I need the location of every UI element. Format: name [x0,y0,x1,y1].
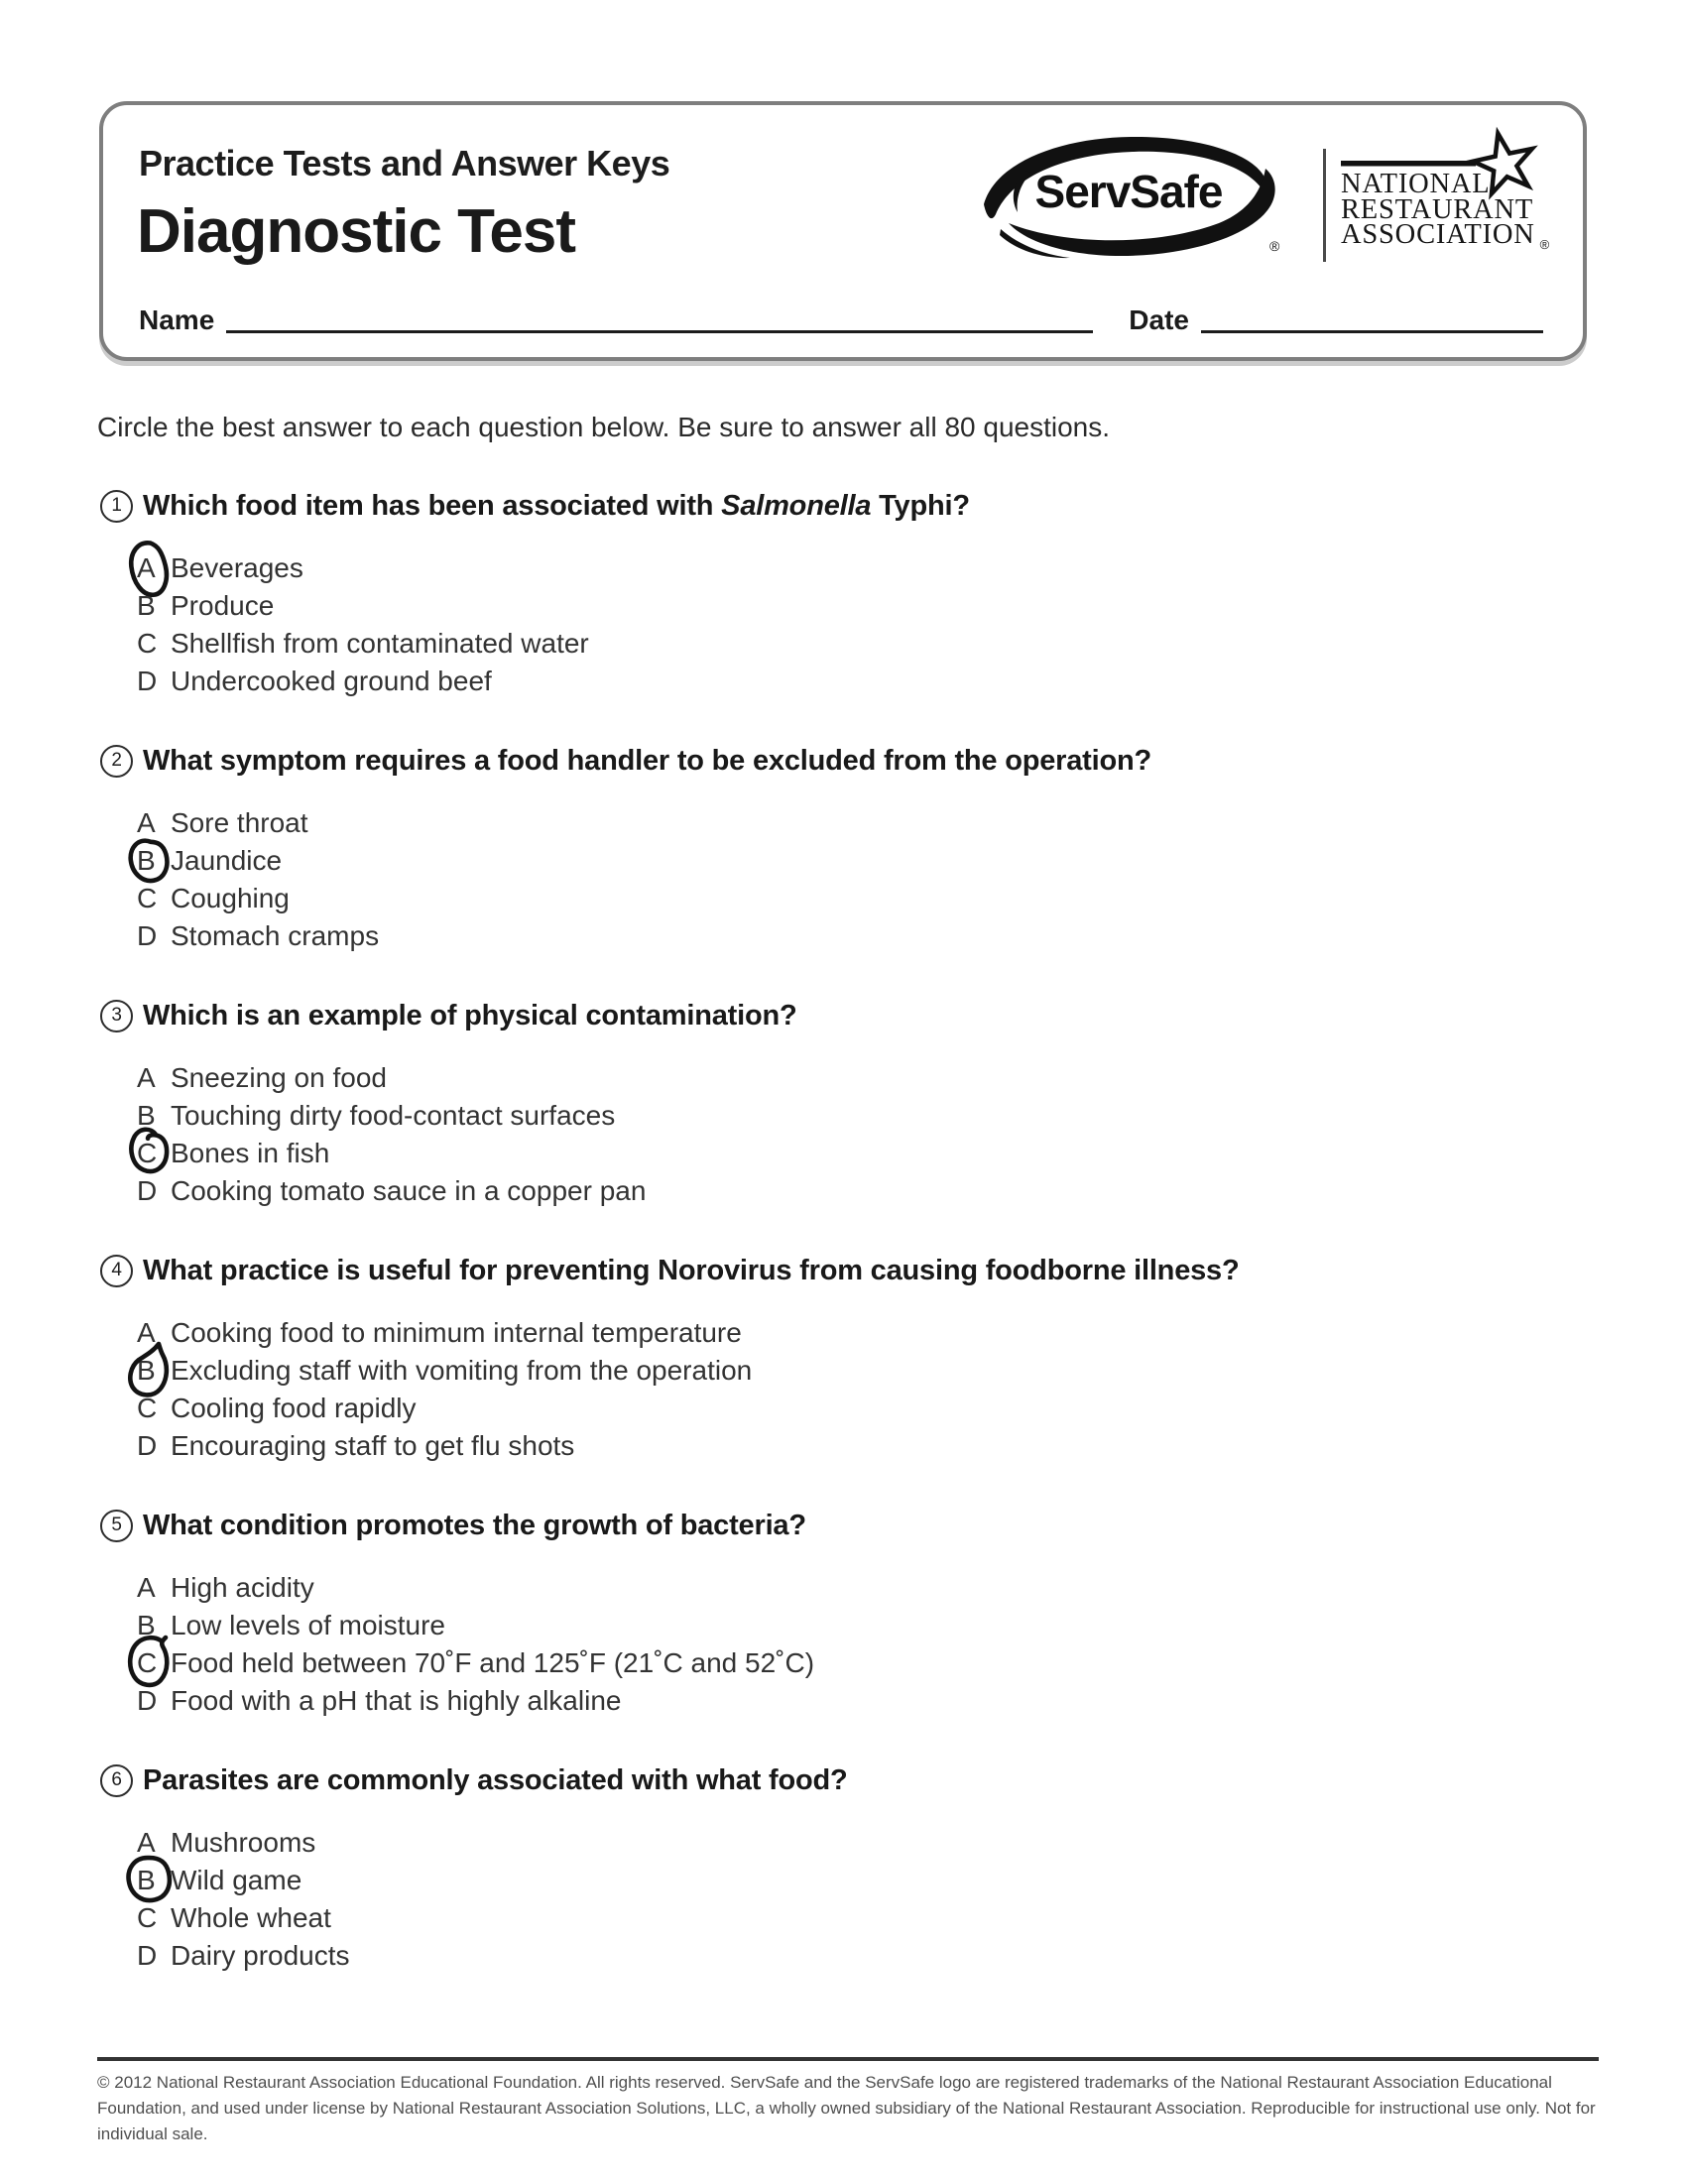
option-text: Stomach cramps [171,920,380,952]
question-3 [97,996,1597,1210]
option-d[interactable] [137,1937,1597,1975]
option-letter: A [137,1572,156,1604]
question-number-badge: 2 [100,745,133,778]
option-letter: D [137,1685,158,1717]
option-letter: A [137,1062,156,1094]
option-a[interactable] [137,804,1597,842]
option-text: Food held between 70˚F and 125˚F (21˚C and 52˚C) [171,1647,815,1679]
footer-divider [97,2057,1599,2061]
option-b[interactable] [137,842,1597,880]
servsafe-logo [974,131,1283,260]
option-d[interactable] [137,1682,1597,1720]
question-5-prompt [97,1506,1597,1545]
option-text: Mushrooms [171,1827,316,1859]
option-c[interactable] [137,625,1597,663]
page-title: Diagnostic Test [137,197,576,266]
name-label: Name [139,304,215,335]
options-list [137,549,1597,700]
option-letter: B [137,1865,171,1896]
option-text: Bones in fish [171,1138,330,1169]
option-text: Cooling food rapidly [171,1393,417,1424]
option-a[interactable] [137,549,1597,587]
option-a[interactable] [137,1059,1597,1097]
option-text: Cooking food to minimum internal temperature [171,1317,742,1349]
header-box [99,101,1587,361]
option-c[interactable] [137,1135,1597,1172]
question-3-prompt [97,996,1597,1035]
option-b[interactable] [137,1607,1597,1644]
option-text: Produce [171,590,275,622]
question-5 [97,1506,1597,1720]
option-letter: B [137,845,171,877]
logo-divider [1323,149,1326,262]
nra-logo [1341,133,1549,266]
option-text: Dairy products [171,1940,350,1972]
option-text: Low levels of moisture [171,1610,446,1641]
question-number-badge: 1 [100,490,133,523]
option-letter: B [137,590,156,622]
option-text: Undercooked ground beef [171,666,492,697]
question-number-badge: 5 [100,1510,133,1542]
question-2 [97,741,1597,955]
nra-line-2: RESTAURANT [1341,193,1534,225]
question-number-badge: 3 [100,1000,133,1032]
star-icon [1341,133,1539,202]
nra-line-1: NATIONAL [1341,169,1491,199]
option-b[interactable] [137,1097,1597,1135]
question-text: Which food item has been associated with Salmonella Typhi? [143,490,970,522]
option-letter: D [137,920,158,952]
option-text: Touching dirty food-contact surfaces [171,1100,616,1132]
option-letter: B [137,1355,171,1387]
question-6-prompt [97,1760,1597,1800]
options-list [137,804,1597,955]
option-text: Wild game [171,1865,302,1896]
option-letter: A [137,1827,156,1859]
option-text: Food with a pH that is highly alkaline [171,1685,622,1717]
question-1-prompt [97,486,1597,526]
question-4 [97,1251,1597,1465]
page-footer [97,2057,1599,2147]
question-text: What condition promotes the growth of bacteria? [143,1510,806,1542]
question-text: What practice is useful for preventing Norovirus from causing foodborne illness? [143,1255,1240,1287]
copyright-text: © 2012 National Restaurant Association Educational Foundation. All rights reserved. ServSafe and the ServSafe logo are registered trademarks of the National Restaurant Association Educational Foundation, and used under license by National Restaurant Association Solutions, LLC, a wholly owned subsidiary of the National Restaurant Association. Reproducible for instructional use only. Not for individual sale. [97,2073,1596,2143]
option-c[interactable] [137,1899,1597,1937]
option-b[interactable] [137,1352,1597,1390]
option-letter: B [137,1610,156,1641]
option-letter: C [137,1647,171,1679]
option-letter: C [137,1138,171,1169]
option-letter: A [137,552,171,584]
date-label: Date [1129,304,1189,335]
option-letter: D [137,1430,158,1462]
question-number-badge: 6 [100,1764,133,1797]
option-text: Cooking tomato sauce in a copper pan [171,1175,647,1207]
question-4-prompt [97,1251,1597,1290]
instructions-text: Circle the best answer to each question below. Be sure to answer all 80 questions. [97,412,1111,442]
name-input-line[interactable] [226,303,1093,333]
question-6 [97,1760,1597,1975]
question-number-badge: 4 [100,1255,133,1287]
name-date-row [139,303,1543,335]
option-text: Jaundice [171,845,283,877]
document-series-title: Practice Tests and Answer Keys [139,143,670,183]
servsafe-registered-mark: ® [1269,238,1280,254]
option-c[interactable] [137,1644,1597,1682]
option-text: Whole wheat [171,1902,331,1934]
nra-line-3: ASSOCIATION $_®$ [1341,219,1550,252]
option-letter: A [137,1317,156,1349]
option-text: High acidity [171,1572,314,1604]
option-letter: C [137,1393,158,1424]
test-content [97,361,1597,1975]
option-text: Coughing [171,883,290,914]
option-d[interactable] [137,1172,1597,1210]
option-text: Sore throat [171,807,308,839]
nra-registered-mark: ® [1539,237,1550,252]
question-1 [97,486,1597,700]
options-list [137,1314,1597,1465]
date-input-line[interactable] [1201,303,1543,333]
question-text: Parasites are commonly associated with what food? [143,1764,848,1797]
option-text: Excluding staff with vomiting from the operation [171,1355,753,1387]
option-a[interactable] [137,1824,1597,1862]
option-b[interactable] [137,1862,1597,1899]
option-letter: B [137,1100,156,1132]
option-text: Beverages [171,552,303,584]
option-letter: D [137,666,158,697]
option-d[interactable] [137,663,1597,700]
option-d[interactable] [137,1427,1597,1465]
option-text: Shellfish from contaminated water [171,628,589,660]
option-letter: C [137,628,158,660]
question-2-prompt [97,741,1597,781]
option-b[interactable] [137,587,1597,625]
options-list [137,1824,1597,1975]
option-a[interactable] [137,1569,1597,1607]
option-text: Sneezing on food [171,1062,387,1094]
option-c[interactable] [137,880,1597,917]
option-c[interactable] [137,1390,1597,1427]
option-letter: C [137,883,158,914]
option-letter: A [137,807,156,839]
servsafe-wordmark: ServSafe [1034,166,1223,217]
option-a[interactable] [137,1314,1597,1352]
options-list [137,1059,1597,1210]
question-text: What symptom requires a food handler to be excluded from the operation? [143,745,1152,778]
option-letter: C [137,1902,158,1934]
option-letter: D [137,1940,158,1972]
options-list [137,1569,1597,1720]
option-text: Encouraging staff to get flu shots [171,1430,575,1462]
option-letter: D [137,1175,158,1207]
option-d[interactable] [137,917,1597,955]
question-text: Which is an example of physical contamination? [143,1000,797,1032]
